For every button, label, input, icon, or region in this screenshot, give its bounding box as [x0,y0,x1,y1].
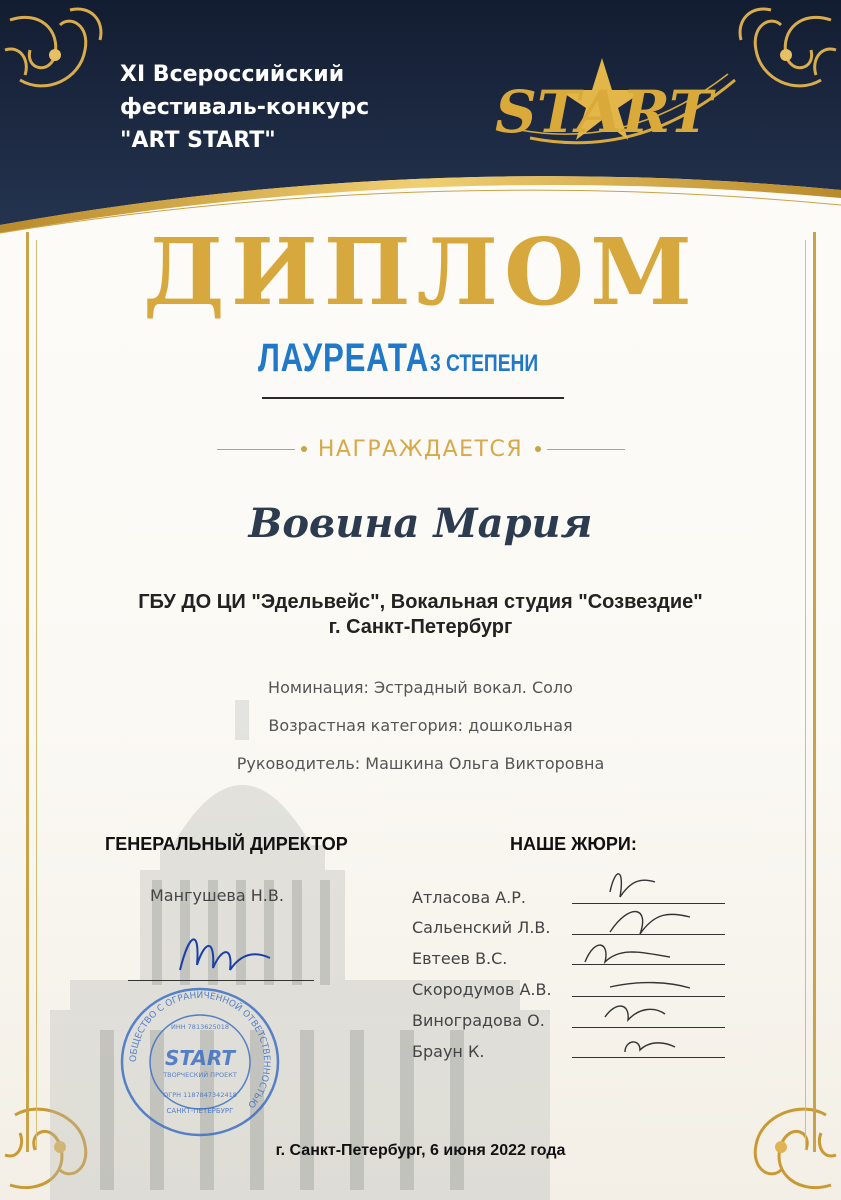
jury-member: Виноградова О. [412,1011,545,1030]
stamp-center: START [164,1046,236,1070]
awarded-row [205,437,636,463]
jury-member: Сальенский Л.В. [412,918,551,937]
age-category: Возрастная категория: дошкольная [268,716,573,735]
footer-date: г. Санкт-Петербург, 6 июня 2022 года [275,1142,566,1159]
stamp-ring-text: ОБЩЕСТВО С ОГРАНИЧЕННОЙ ОТВЕТСТВЕННОСТЬЮ [128,990,272,1110]
awarded-label: НАГРАЖДАЕТСЯ [317,437,524,462]
divider-dot-right [535,446,541,452]
jury-signature-4 [610,983,690,988]
organization-name: ГБУ ДО ЦИ "Эдельвейс", Вокальная студия "Созвездие" [138,591,703,613]
jury-member: Браун К. [412,1042,485,1061]
company-stamp [118,985,283,1140]
leader: Руководитель: Машкина Ольга Викторовна [236,754,605,773]
laureate-label: ЛАУРЕАТА [258,336,430,380]
jury-signature-5 [605,1006,665,1020]
laureate-degree: 3 СТЕПЕНИ [430,350,539,377]
organization [0,590,841,640]
director-title: ГЕНЕРАЛЬНЫЙ ДИРЕКТОР [105,834,348,854]
stamp-city: САНКТ-ПЕТЕРБУРГ [166,1107,234,1115]
stamp-ogrn: ОГРН 1187847342418 [163,1091,237,1099]
divider-right [547,449,625,450]
jury-signature-3 [585,945,670,962]
jury-signature-2 [610,912,690,934]
jury-member: Евтеев В.С. [412,949,508,968]
laureate-underline [262,397,564,399]
jury-title: НАШЕ ЖЮРИ: [510,834,637,854]
jury-signature-1 [610,874,655,897]
diploma-title: ДИПЛОМ [143,218,698,326]
nomination: Номинация: Эстрадный вокал. Соло [268,678,573,697]
jury-member: Скородумов А.В. [412,980,552,999]
logo-text: START [495,78,713,146]
ornament-top-left [0,0,120,110]
organization-city: г. Санкт-Петербург [328,616,513,638]
festival-line: "ART START" [120,128,276,153]
jury-signatures [570,862,700,1062]
jury-member: Атласова А.Р. [412,888,526,907]
jury-signature-6 [625,1042,675,1052]
start-logo [490,50,740,150]
festival-line: XI Всероссийский [120,62,345,87]
director-signature [175,920,275,982]
recipient-name: Вовина Мария [248,500,593,547]
director-signature-line [128,980,314,981]
stamp-inn: ИНН 7813625018 [170,1023,230,1031]
stamp-sub: ТВОРЧЕСКИЙ ПРОЕКТ [163,1071,237,1079]
festival-heading [120,58,369,157]
festival-line: фестиваль-конкурс [120,95,370,120]
director-name: Мангушева Н.В. [150,886,284,905]
